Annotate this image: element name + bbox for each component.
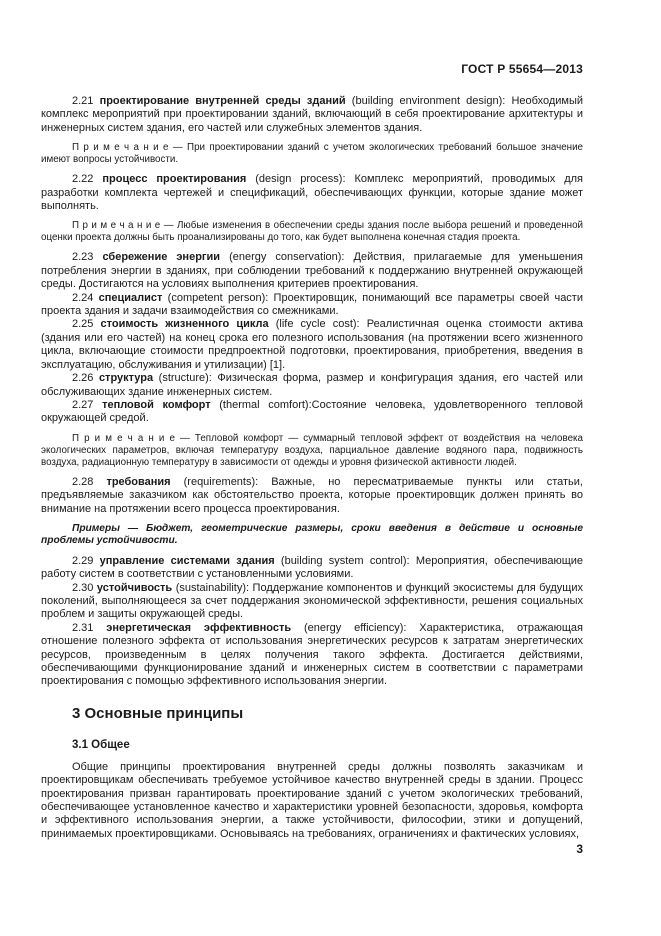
definition-term: процесс проектирования [102,173,247,186]
subsection-3-1-heading: 3.1 Общее [72,738,130,751]
definition-term: специалист [98,291,163,304]
definition-text: (building system control): Мероприятия, обеспечивающие работу систем в соответствии с установленными условиями. [41,554,584,581]
definition-number: 2.21 [72,95,100,107]
definition-2-30 [41,582,583,622]
note-after-2-27 [41,433,583,469]
definition-2-31 [41,622,583,689]
definition-2-24 [41,292,583,319]
definition-text: (energy conservation): Действия, прилагаемые для уменьшения потребления энергии в зданиях, при соблюдении требований к поддержанию внутренней окружающей среды. Достигаются на условиях выполнения критериев проектирования. [41,251,583,291]
definition-2-22 [41,173,583,213]
definition-term: тепловой комфорт [102,398,211,411]
definition-term: управление системами здания [99,554,275,567]
definition-number: 2.29 [72,554,100,567]
definition-text: (building environment design): Необходимый комплекс мероприятий при проектировании зданий, включающий в себя проектирование архитектуры и инженерных систем здания, его частей или служебных элементов здания. [41,95,584,134]
definition-term: стоимость жизненного цикла [100,318,269,331]
paragraph-3-1: Общие принципы проектирования внутренней среды должны позволять заказчикам и проектировщикам обеспечивать требуемое устойчивое качество внутренней среды в здании. Процесс проектирования призван гарантировать проектирование зданий с учетом экологических требований, обеспечивающее установленное качество и характеристики уровней безопасности, здоровья, комфорта и эффективного использования энергии, а также устойчивости, философии, этики и допущений, принимаемых проектировщиками. Основываясь на требованиях, ограничениях и фактических условиях, [41,760,583,840]
note-label: П р и м е ч а н и е [72,142,169,154]
note-after-2-22 [41,220,583,244]
note-label: П р и м е ч а н и е [72,220,161,232]
definition-number: 2.25 [72,318,101,331]
definition-number: 2.23 [72,251,103,264]
section-3-heading: 3 Основные принципы [72,704,244,722]
definition-2-28 [41,476,583,516]
definition-text: (structure): Физическая форма, размер и конфигурация здания, его частей или обслуживающих здание инженерных систем. [41,372,583,398]
note-text: — Тепловой комфорт — суммарный тепловой эффект от воздействия на человека экологических параметров, включая температуру воздуха, парциальное давление водяного пара, подвижность воздуха, радиационную температуру в зависимости от одежды и уровня физической активности людей. [41,432,583,468]
definition-term: проектирование внутренней среды зданий [99,95,346,107]
definition-number: 2.24 [72,291,99,304]
definition-term: сбережение энергии [102,251,221,264]
definition-term: требования [106,475,171,488]
definition-2-23 [41,251,583,291]
definition-term: устойчивость [96,581,173,594]
definition-term: энергетическая эффективность [106,621,292,634]
note-text: — Любые изменения в обеспечении среды здания после выбора решений и проведенной оценки проекта должны быть проанализированы до того, как будет выполнена конечная стадия проекта. [41,220,583,244]
definition-text: (energy efficiency): Характеристика, отражающая отношение полезного эффекта от использования энергетических ресурсов к затратам энергетических ресурсов, произведенным в целях получения такого эффекта. Достигается действиями, обеспечивающими функционирование зданий и инженерных систем в соответствии с параметрами проектирования с помощью эффективного использования энергии. [41,621,583,688]
document-header: ГОСТ Р 55654—2013 [461,62,583,76]
definition-number: 2.31 [72,621,107,634]
definition-2-29 [41,555,583,582]
page-content [41,62,583,841]
definition-number: 2.22 [72,173,103,186]
note-label: П р и м е ч а н и е [72,432,175,444]
definition-number: 2.26 [72,372,99,385]
definition-2-21 [41,95,583,135]
definition-number: 2.30 [72,581,97,594]
definition-2-27 [41,399,583,426]
definition-text: (design process): Комплекс мероприятий, проводимых для разработки комплекта чертежей и спецификаций, обеспечивающих функции, которые здание может выполнять. [41,173,583,213]
note-text: — При проектировании зданий с учетом экологических требований большое значение имеют вопросы устойчивости. [41,142,583,166]
definition-text: (life cycle cost): Реалистичная оценка стоимости актива (здания или его частей) на конец срока его полезного использования (на протяжении всего жизненного цикла, включающие стоимости предпроектной подготовки, проектирования, приобретения, введения в эксплуатацию, обслуживания и утилизации) [1]. [41,318,584,371]
definition-number: 2.28 [72,475,107,488]
definition-2-25 [41,318,583,372]
definition-term: структура [98,372,154,385]
note-after-2-21 [41,142,583,166]
definition-text: (sustainability): Поддержание компонентов и функций экосистемы для будущих поколений, выполняющееся за счет поддержания экономической эффективности, решения социальных проблем и защиты окружающей среды. [41,581,583,621]
examples-after-2-28: Примеры — Бюджет, геометрические размеры, сроки введения в действие и основные проблемы устойчивости. [41,522,583,547]
definition-text: (requirements): Важные, но пересматриваемые пункты или статьи, предъявляемые заказчиком как обстоятельство проекта, которые проектировщик должен принять во внимание на протяжении всего процесса проектирования. [41,475,583,515]
definition-text: (competent person): Проектировщик, понимающий все параметры своей части проекта здания и задачи взаимодействия со смежниками. [41,291,583,318]
definition-text: (thermal comfort):Состояние человека, удовлетворенного тепловой окружающей средой. [41,398,583,425]
page-number: 3 [576,842,583,856]
definition-number: 2.27 [72,398,103,411]
definition-2-26 [41,372,583,399]
